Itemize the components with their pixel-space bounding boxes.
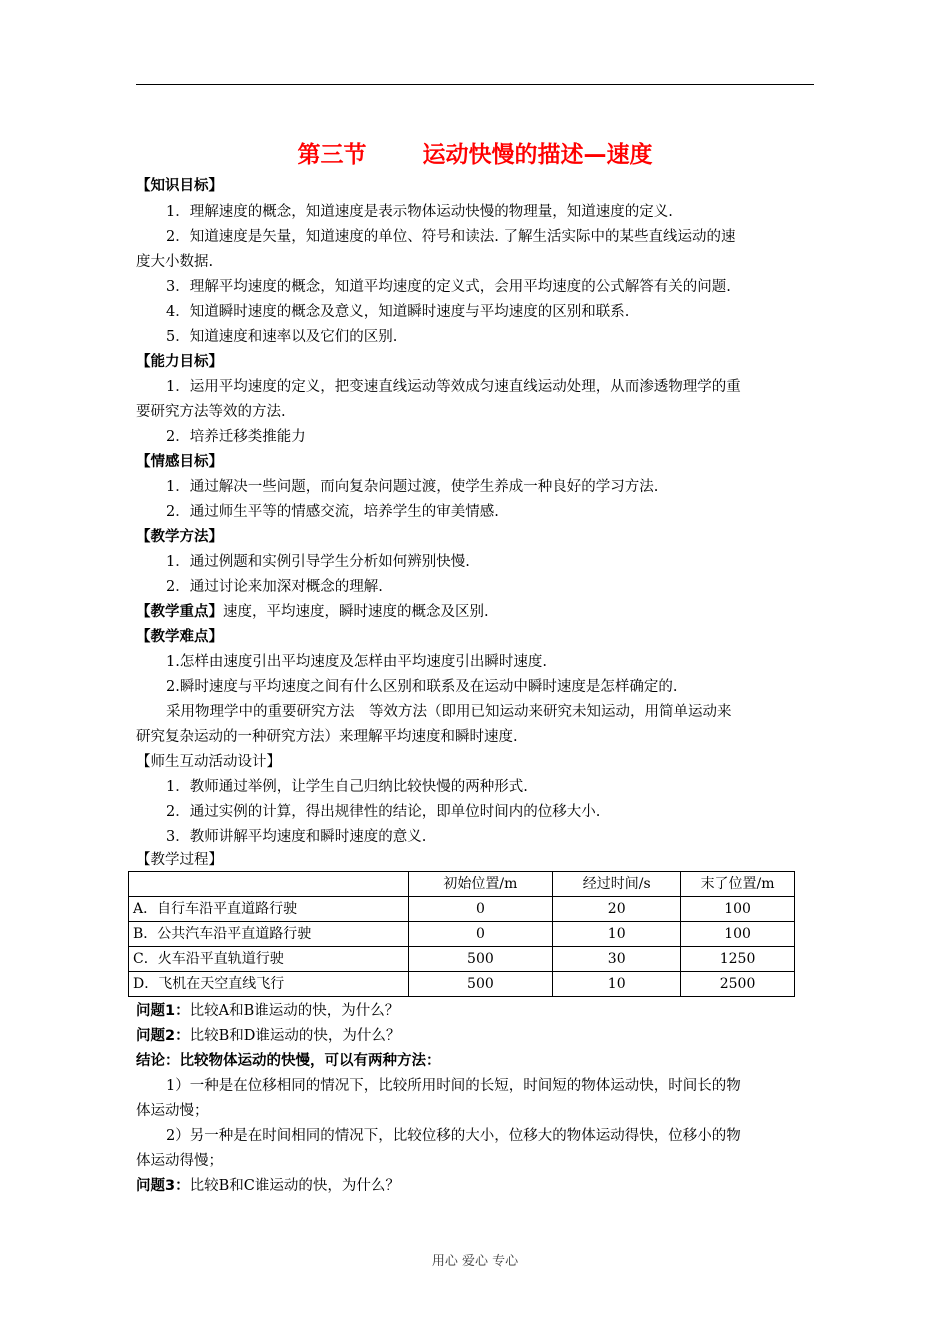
method-line: 体运动得慢；	[136, 1153, 223, 1169]
table-cell: 100	[681, 897, 795, 922]
table-cell: 100	[681, 922, 795, 947]
table-cell: 20	[553, 897, 681, 922]
table-header-cell: 经过时间/s	[553, 872, 681, 897]
knowledge-item: 5．知道速度和速率以及它们的区别.	[166, 329, 398, 345]
question-2-label: 问题2：	[136, 1028, 190, 1044]
difficulty-item: 采用物理学中的重要研究方法 等效方法（即用已知运动来研究未知运动，用简单运动来	[166, 704, 732, 720]
ability-heading: 【能力目标】	[136, 354, 223, 370]
table-cell: A．自行车沿平直道路行驶	[129, 897, 409, 922]
keypoint-line	[136, 602, 489, 622]
question-2	[136, 1026, 400, 1046]
page-footer: 用心 爱心 专心	[431, 1254, 519, 1269]
knowledge-item: 4．知道瞬时速度的概念及意义，知道瞬时速度与平均速度的区别和联系.	[166, 304, 630, 320]
table-cell: 1250	[681, 947, 795, 972]
ability-item: 2．培养迁移类推能力	[166, 429, 306, 445]
question-3-text: 比较B和C谁运动的快，为什么？	[189, 1178, 400, 1194]
table-row	[129, 972, 795, 997]
difficulty-heading: 【教学难点】	[136, 629, 223, 645]
keypoint-heading: 【教学重点】	[136, 604, 223, 620]
knowledge-item: 2．知道速度是矢量，知道速度的单位、符号和读法. 了解生活实际中的某些直线运动的速	[166, 229, 736, 245]
difficulty-item: 1.怎样由速度引出平均速度及怎样由平均速度引出瞬时速度.	[166, 654, 547, 670]
interaction-item: 2．通过实例的计算，得出规律性的结论，即单位时间内的位移大小.	[166, 804, 601, 820]
process-heading: 【教学过程】	[136, 852, 223, 868]
page-title	[0, 136, 950, 169]
conclusion: 结论：比较物体运动的快慢，可以有两种方法：	[136, 1053, 441, 1069]
knowledge-item: 3．理解平均速度的概念，知道平均速度的定义式，会用平均速度的公式解答有关的问题.	[166, 279, 731, 295]
table-cell: 10	[553, 922, 681, 947]
question-2-text: 比较B和D谁运动的快，为什么？	[189, 1028, 401, 1044]
table-cell: 30	[553, 947, 681, 972]
table-cell: 0	[408, 897, 553, 922]
interaction-item: 1．教师通过举例，让学生自己归纳比较快慢的两种形式.	[166, 779, 528, 795]
ability-item: 要研究方法等效的方法.	[136, 404, 286, 420]
table-cell: 0	[408, 922, 553, 947]
table-cell: 500	[408, 972, 553, 997]
interaction-heading: 【师生互动活动设计】	[136, 754, 281, 770]
method-heading: 【教学方法】	[136, 529, 223, 545]
method-line: 1）一种是在位移相同的情况下，比较所用时间的长短，时间短的物体运动快，时间长的物	[166, 1078, 741, 1094]
table-header-cell: 初始位置/m	[408, 872, 553, 897]
header-rule	[136, 84, 814, 85]
table-cell: D．飞机在天空直线飞行	[129, 972, 409, 997]
title-section: 第三节	[297, 142, 367, 168]
table-row	[129, 922, 795, 947]
method-item: 1．通过例题和实例引导学生分析如何辨别快慢.	[166, 554, 470, 570]
table-row	[129, 947, 795, 972]
question-1	[136, 1001, 399, 1021]
table-header-row	[129, 872, 795, 897]
method-item: 2．通过讨论来加深对概念的理解.	[166, 579, 383, 595]
keypoint-text: 速度，平均速度，瞬时速度的概念及区别.	[223, 604, 489, 620]
question-1-text: 比较A和B谁运动的快，为什么？	[189, 1003, 400, 1019]
table-cell: C．火车沿平直轨道行驶	[129, 947, 409, 972]
interaction-item: 3．教师讲解平均速度和瞬时速度的意义.	[166, 829, 427, 845]
knowledge-heading: 【知识目标】	[136, 178, 223, 194]
table-row	[129, 897, 795, 922]
title-topic: 运动快慢的描述—速度	[422, 142, 653, 168]
table-header-cell	[129, 872, 409, 897]
emotion-item: 1．通过解决一些问题，而向复杂问题过渡，使学生养成一种良好的学习方法.	[166, 479, 659, 495]
method-line: 体运动慢；	[136, 1103, 209, 1119]
motion-data-table	[128, 871, 795, 997]
method-line: 2）另一种是在时间相同的情况下，比较位移的大小，位移大的物体运动得快，位移小的物	[166, 1128, 741, 1144]
emotion-item: 2．通过师生平等的情感交流，培养学生的审美情感.	[166, 504, 499, 520]
difficulty-item: 研究复杂运动的一种研究方法）来理解平均速度和瞬时速度.	[136, 729, 518, 745]
question-3-label: 问题3：	[136, 1178, 190, 1194]
table-header-cell: 末了位置/m	[681, 872, 795, 897]
knowledge-item: 度大小数据.	[136, 254, 214, 270]
table-cell: B．公共汽车沿平直道路行驶	[129, 922, 409, 947]
ability-item: 1．运用平均速度的定义，把变速直线运动等效成匀速直线运动处理，从而渗透物理学的重	[166, 379, 741, 395]
question-3	[136, 1176, 400, 1196]
emotion-heading: 【情感目标】	[136, 454, 223, 470]
knowledge-item: 1．理解速度的概念，知道速度是表示物体运动快慢的物理量，知道速度的定义.	[166, 204, 673, 220]
question-1-label: 问题1：	[136, 1003, 190, 1019]
difficulty-item: 2.瞬时速度与平均速度之间有什么区别和联系及在运动中瞬时速度是怎样确定的.	[166, 679, 678, 695]
table-cell: 10	[553, 972, 681, 997]
table-cell: 2500	[681, 972, 795, 997]
table-cell: 500	[408, 947, 553, 972]
